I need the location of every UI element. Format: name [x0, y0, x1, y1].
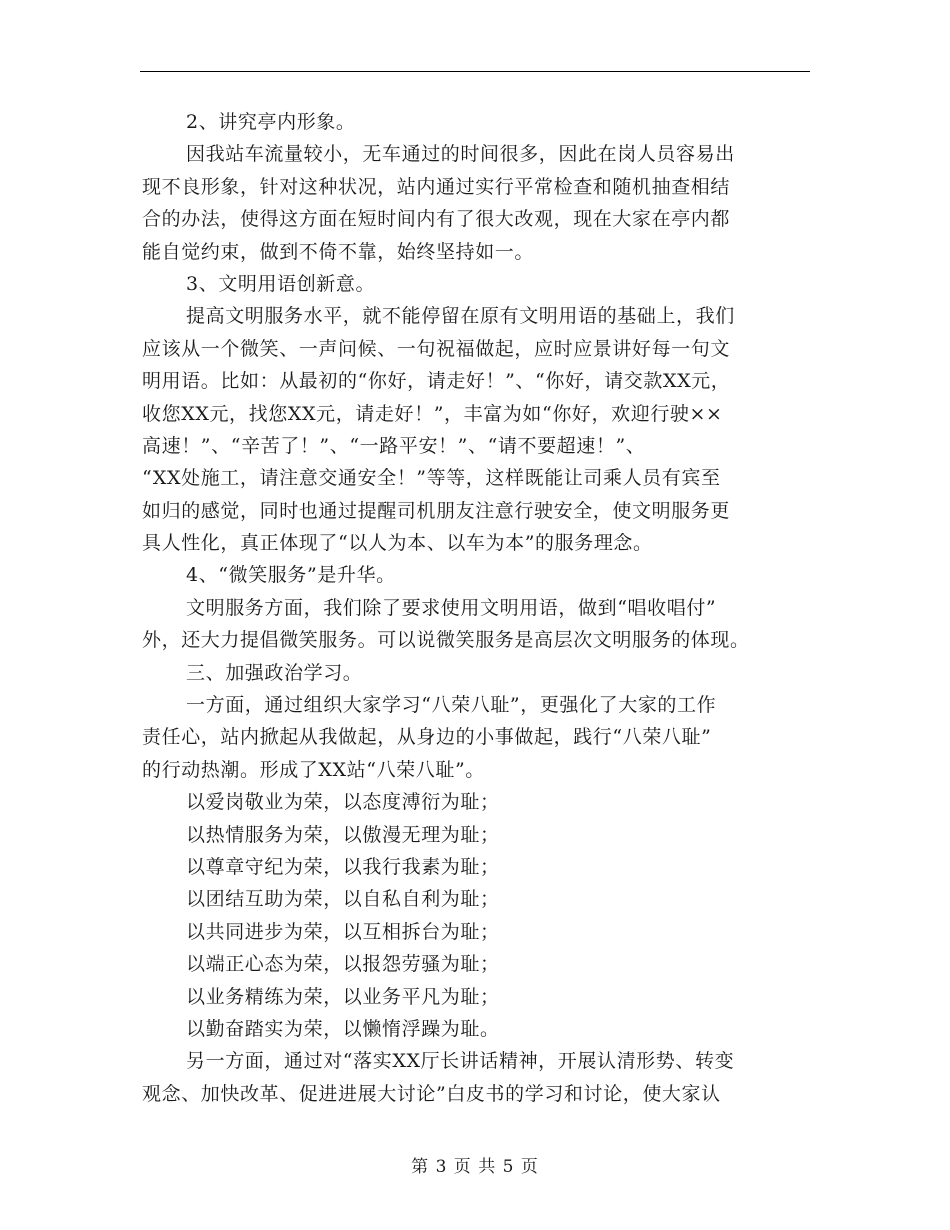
text-line: 的行动热潮。形成了XX站“八荣八耻”。: [142, 758, 485, 781]
text-line: 具人性化，真正体现了“以人为本、以车为本”的服务理念。: [142, 532, 653, 555]
text-line: 三、加强政治学习。: [186, 661, 363, 684]
text-line: 3、文明用语创新意。: [186, 272, 376, 295]
text-line: “XX处施工，请注意交通安全！”等等，这样既能让司乘人员有宾至: [142, 467, 721, 490]
text-line: 以尊章守纪为荣，以我行我素为耻；: [186, 855, 500, 878]
text-line: 责任心，站内掀起从我做起，从身边的小事做起，践行“八荣八耻”: [142, 726, 712, 749]
text-line: 收您XX元，找您XX元，请走好！”，丰富为如“你好，欢迎行驶××: [142, 402, 723, 425]
text-line: 文明服务方面，我们除了要求使用文明用语，做到“唱收唱付”: [186, 596, 717, 619]
text-line: 以勤奋踏实为荣，以懒惰浮躁为耻。: [186, 1017, 500, 1040]
text-line: 以端正心态为荣，以报怨劳骚为耻；: [186, 953, 500, 976]
text-line: 明用语。比如：从最初的“你好，请走好！”、“你好，请交款XX元，: [142, 370, 731, 393]
header-rule: [140, 71, 810, 72]
page-footer: 第 3 页 共 5 页: [411, 1157, 539, 1177]
text-line: 因我站车流量较小，无车通过的时间很多，因此在岗人员容易出: [186, 143, 735, 166]
text-line: 以业务精练为荣，以业务平凡为耻；: [186, 985, 500, 1008]
text-line: 观念、加快改革、促进进展大讨论”白皮书的学习和讨论，使大家认: [142, 1082, 721, 1105]
text-line: 应该从一个微笑、一声问候、一句祝福做起，应时应景讲好每一句文: [142, 337, 731, 360]
text-line: 现不良形象，针对这种状况，站内通过实行平常检查和随机抽查相结: [142, 175, 731, 198]
text-line: 提高文明服务水平，就不能停留在原有文明用语的基础上，我们: [186, 305, 735, 328]
text-line: 4、“微笑服务”是升华。: [186, 564, 396, 587]
document-body: [142, 106, 814, 1110]
text-line: 高速！”、“辛苦了！”、“一路平安！”、“请不要超速！”、: [142, 434, 646, 457]
text-line: 另一方面，通过对“落实XX厅长讲话精神，开展认清形势、转变: [186, 1050, 735, 1073]
text-line: 外，还大力提倡微笑服务。可以说微笑服务是高层次文明服务的体现。: [142, 629, 750, 652]
text-line: 以热情服务为荣，以傲漫无理为耻；: [186, 823, 500, 846]
text-line: 以爱岗敬业为荣，以态度溥衍为耻；: [186, 791, 500, 814]
text-line: 如归的感觉，同时也通过提醒司机朋友注意行驶安全，使文明服务更: [142, 499, 731, 522]
text-line: 一方面，通过组织大家学习“八荣八耻”，更强化了大家的工作: [186, 694, 717, 717]
text-line: 能自觉约束，做到不倚不靠，始终坚持如一。: [142, 240, 535, 263]
text-line: 合的办法，使得这方面在短时间内有了很大改观，现在大家在亭内都: [142, 208, 731, 231]
text-line: 以团结互助为荣，以自私自利为耻；: [186, 888, 500, 911]
text-line: 以共同进步为荣，以互相拆台为耻；: [186, 920, 500, 943]
text-line: 2、讲究亭内形象。: [186, 111, 356, 133]
